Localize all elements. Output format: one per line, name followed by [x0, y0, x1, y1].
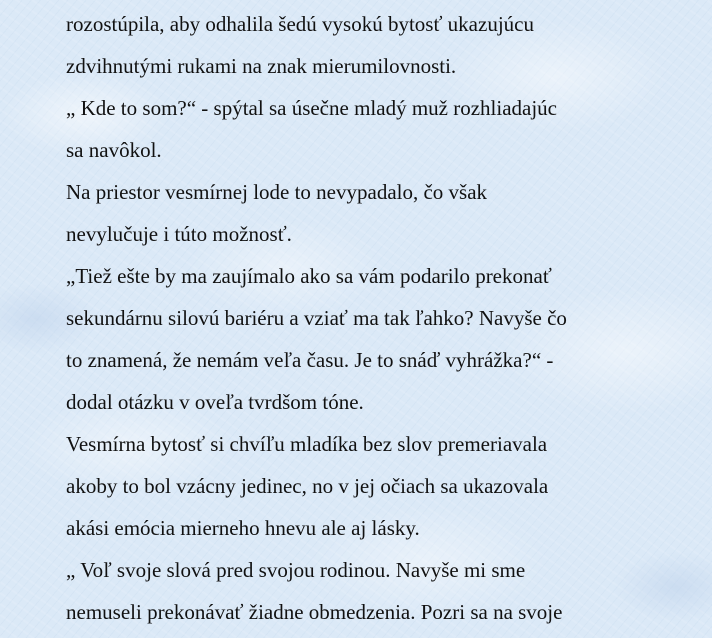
story-text-page [66, 3, 706, 633]
text-line: „Tiež ešte by ma zaujímalo ako sa vám podarilo prekonať [66, 264, 552, 288]
text-line: dodal otázku v oveľa tvrdšom tóne. [66, 390, 364, 414]
text-line: akási emócia mierneho hnevu ale aj lásky. [66, 516, 420, 540]
text-line: „ Kde to som?“ - spýtal sa úsečne mladý muž rozhliadajúc [66, 96, 557, 120]
text-line: nevylučuje i túto možnosť. [66, 222, 292, 246]
text-line: sekundárnu silovú bariéru a vziať ma tak ľahko? Navyše čo [66, 306, 567, 330]
text-line: akoby to bol vzácny jedinec, no v jej očiach sa ukazovala [66, 474, 549, 498]
text-line: sa navôkol. [66, 138, 162, 162]
text-line: nemuseli prekonávať žiadne obmedzenia. Pozri sa na svoje [66, 600, 563, 624]
text-line: rozostúpila, aby odhalila šedú vysokú bytosť ukazujúcu [66, 12, 534, 36]
text-line: Vesmírna bytosť si chvíľu mladíka bez slov premeriavala [66, 432, 548, 456]
text-line: Na priestor vesmírnej lode to nevypadalo, čo však [66, 180, 488, 204]
text-line: „ Voľ svoje slová pred svojou rodinou. Navyše mi sme [66, 558, 526, 582]
text-line: zdvihnutými rukami na znak mierumilovnosti. [66, 54, 457, 78]
text-line: to znamená, že nemám veľa času. Je to snáď vyhrážka?“ - [66, 348, 554, 372]
